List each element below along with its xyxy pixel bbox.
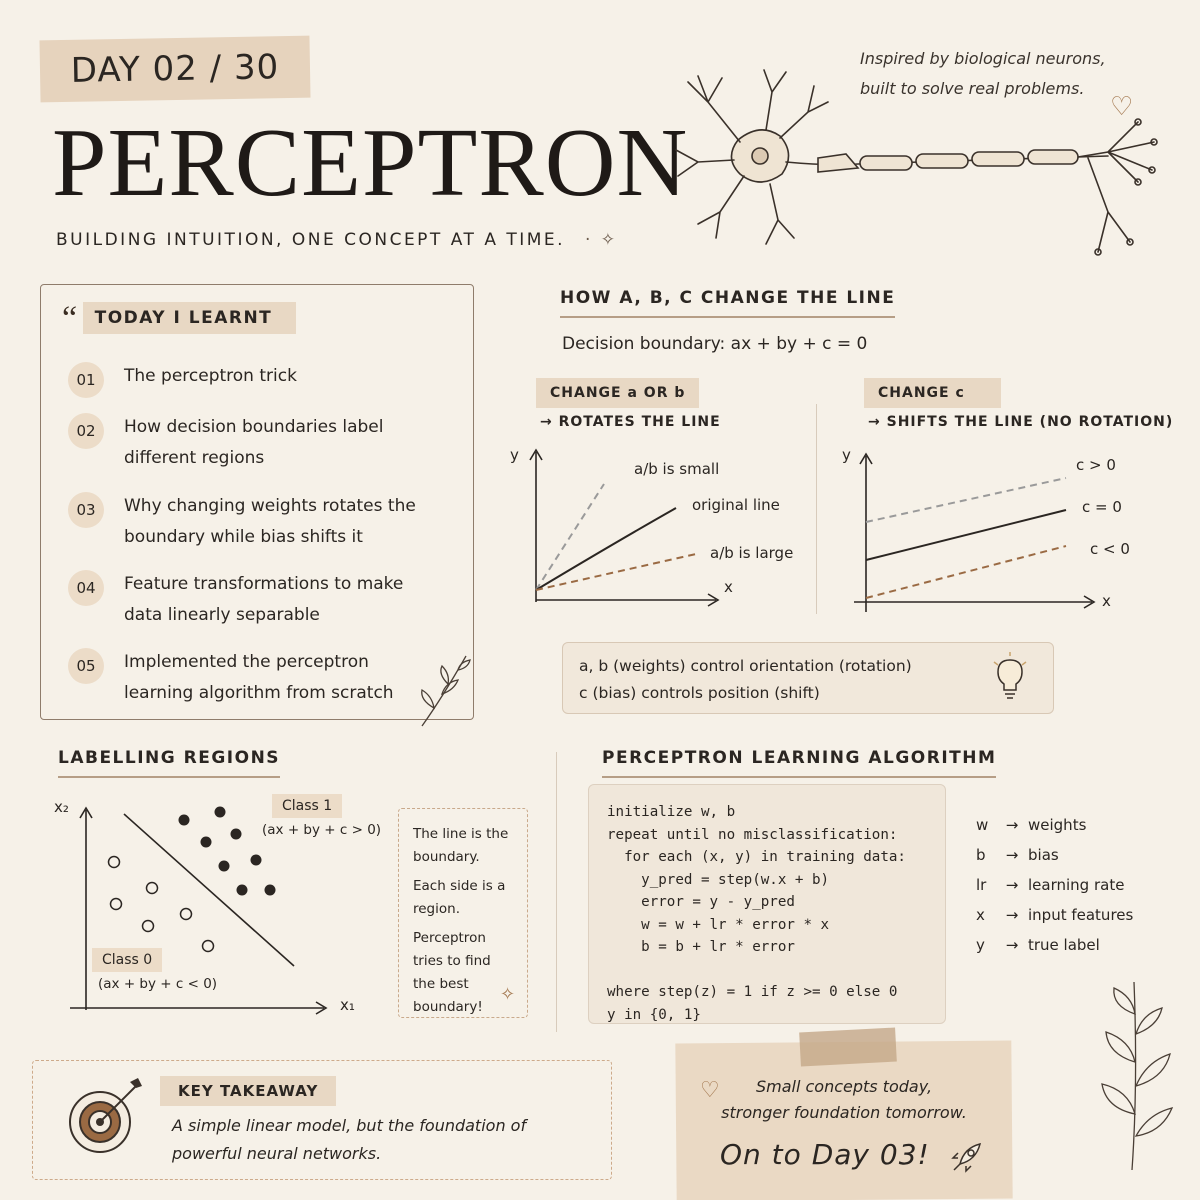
heart-icon: ♡ bbox=[1110, 92, 1134, 122]
weights-bias-note bbox=[562, 642, 1054, 714]
learnt-item-number: 02 bbox=[68, 413, 104, 449]
rotates-label: → ROTATES THE LINE bbox=[540, 414, 721, 430]
arrow-icon: → bbox=[1005, 816, 1019, 834]
legend-value: input features bbox=[1028, 906, 1134, 924]
learnt-item-number: 01 bbox=[68, 362, 104, 398]
class1-label: Class 1 bbox=[272, 794, 342, 818]
arrow-icon: → bbox=[1005, 906, 1019, 924]
learnt-item-number: 04 bbox=[68, 570, 104, 606]
heart-icon: ♡ bbox=[700, 1078, 720, 1103]
rocket-icon bbox=[950, 1140, 984, 1174]
shift-y-label: y bbox=[842, 446, 851, 464]
learnt-item bbox=[68, 413, 404, 474]
class1-eq: (ax + by + c > 0) bbox=[262, 822, 382, 838]
leaf-branch-icon bbox=[1092, 974, 1182, 1174]
regions-y-label: x₂ bbox=[54, 798, 69, 816]
legend-value: true label bbox=[1028, 936, 1100, 954]
learnt-item-number: 05 bbox=[68, 648, 104, 684]
target-icon bbox=[64, 1074, 148, 1158]
legend-value: weights bbox=[1028, 816, 1087, 834]
c-zero-label: c = 0 bbox=[1082, 498, 1122, 516]
divider bbox=[816, 404, 817, 614]
rotation-y-label: y bbox=[510, 446, 519, 464]
decision-boundary-eq: Decision boundary: ax + by + c = 0 bbox=[562, 334, 868, 354]
legend-item bbox=[976, 816, 1086, 834]
learnt-item bbox=[68, 362, 444, 398]
regions-x-label: x₁ bbox=[340, 996, 355, 1014]
class0-label: Class 0 bbox=[92, 948, 162, 972]
legend-item bbox=[976, 846, 1059, 864]
boundary-note-3: Perceptron tries to find the best boundary! bbox=[413, 930, 491, 1015]
note-line-1: a, b (weights) control orientation (rotation) bbox=[579, 657, 912, 675]
inspired-line-1: Inspired by biological neurons, bbox=[860, 49, 1106, 68]
legend-key: y bbox=[976, 936, 985, 954]
day-tag: DAY 02 / 30 bbox=[39, 36, 310, 103]
takeaway-label: KEY TAKEAWAY bbox=[160, 1076, 336, 1106]
tape-strip bbox=[799, 1028, 897, 1067]
c-neg-label: c < 0 bbox=[1090, 540, 1130, 558]
learnt-item-text: Feature transformations to make data linearly separable bbox=[124, 574, 404, 625]
regions-heading: LABELLING REGIONS bbox=[58, 748, 280, 778]
original-label: original line bbox=[692, 496, 780, 514]
closing-text bbox=[676, 1074, 1012, 1126]
legend-value: bias bbox=[1028, 846, 1059, 864]
learnt-item bbox=[68, 570, 424, 631]
large-label: a/b is large bbox=[710, 544, 794, 562]
arrow-icon: → bbox=[1005, 846, 1019, 864]
shifts-label: → SHIFTS THE LINE (NO ROTATION) bbox=[868, 414, 1174, 430]
learnt-item-text: Implemented the perceptron learning algorithm from scratch bbox=[124, 652, 394, 703]
legend-key: w bbox=[976, 816, 989, 834]
shift-x-label: x bbox=[1102, 592, 1111, 610]
subtitle-text: BUILDING INTUITION, ONE CONCEPT AT A TIME. bbox=[56, 230, 566, 250]
change-ab-pill: CHANGE a OR b bbox=[536, 378, 699, 408]
closing-line-1: Small concepts today, bbox=[755, 1077, 933, 1096]
rotation-x-label: x bbox=[724, 578, 733, 596]
closing-big: On to Day 03! bbox=[720, 1138, 930, 1171]
legend-value: learning rate bbox=[1028, 876, 1125, 894]
legend-item bbox=[976, 876, 1124, 894]
algorithm-code: initialize w, b repeat until no misclassification: for each (x, y) in training data: y_pred = step(w.x + b) error = y - y_pred w = w + lr * error * x b = b + lr * error where step(z) = 1 if z >= 0 else 0 y in {0, 1} bbox=[588, 784, 946, 1024]
neuron-illustration bbox=[668, 62, 1168, 272]
page-title: PERCEPTRON bbox=[52, 109, 689, 217]
closing-line-2: stronger foundation tomorrow. bbox=[721, 1103, 967, 1122]
leaf-sprig-icon bbox=[414, 650, 474, 730]
change-c-pill: CHANGE c bbox=[864, 378, 1001, 408]
learnt-item-text: The perceptron trick bbox=[124, 366, 297, 386]
learnt-item bbox=[68, 492, 434, 553]
learnt-item-text: How decision boundaries label different regions bbox=[124, 417, 384, 468]
takeaway-text: A simple linear model, but the foundation of powerful neural networks. bbox=[172, 1116, 527, 1163]
arrow-icon: → bbox=[1005, 876, 1019, 894]
sparkle-icon: · ✧ bbox=[584, 230, 618, 250]
algorithm-heading: PERCEPTRON LEARNING ALGORITHM bbox=[602, 748, 996, 778]
divider bbox=[556, 752, 557, 1032]
small-label: a/b is small bbox=[634, 460, 720, 478]
lightbulb-icon bbox=[990, 652, 1030, 702]
legend-item bbox=[976, 906, 1133, 924]
boundary-note-1: The line is the boundary. bbox=[413, 826, 509, 865]
c-pos-label: c > 0 bbox=[1076, 456, 1116, 474]
learnt-heading-label: TODAY I LEARNT bbox=[83, 302, 297, 334]
boundary-note-2: Each side is a region. bbox=[413, 878, 506, 917]
learnt-item-text: Why changing weights rotates the boundary while bias shifts it bbox=[124, 496, 416, 547]
inspired-line-2: built to solve real problems. bbox=[860, 79, 1085, 98]
legend-item bbox=[976, 936, 1100, 954]
learnt-item-number: 03 bbox=[68, 492, 104, 528]
quote-icon: “ bbox=[62, 300, 79, 337]
legend-key: b bbox=[976, 846, 986, 864]
learnt-item bbox=[68, 648, 414, 709]
subtitle bbox=[56, 230, 618, 250]
legend-key: x bbox=[976, 906, 985, 924]
sparkle-icon: ✧ bbox=[500, 984, 516, 1005]
arrow-icon: → bbox=[1005, 936, 1019, 954]
note-line-2: c (bias) controls position (shift) bbox=[579, 684, 820, 702]
abc-heading: HOW A, B, C CHANGE THE LINE bbox=[560, 288, 895, 318]
learnt-heading bbox=[62, 300, 296, 338]
legend-key: lr bbox=[976, 876, 987, 894]
class0-eq: (ax + by + c < 0) bbox=[98, 976, 218, 992]
